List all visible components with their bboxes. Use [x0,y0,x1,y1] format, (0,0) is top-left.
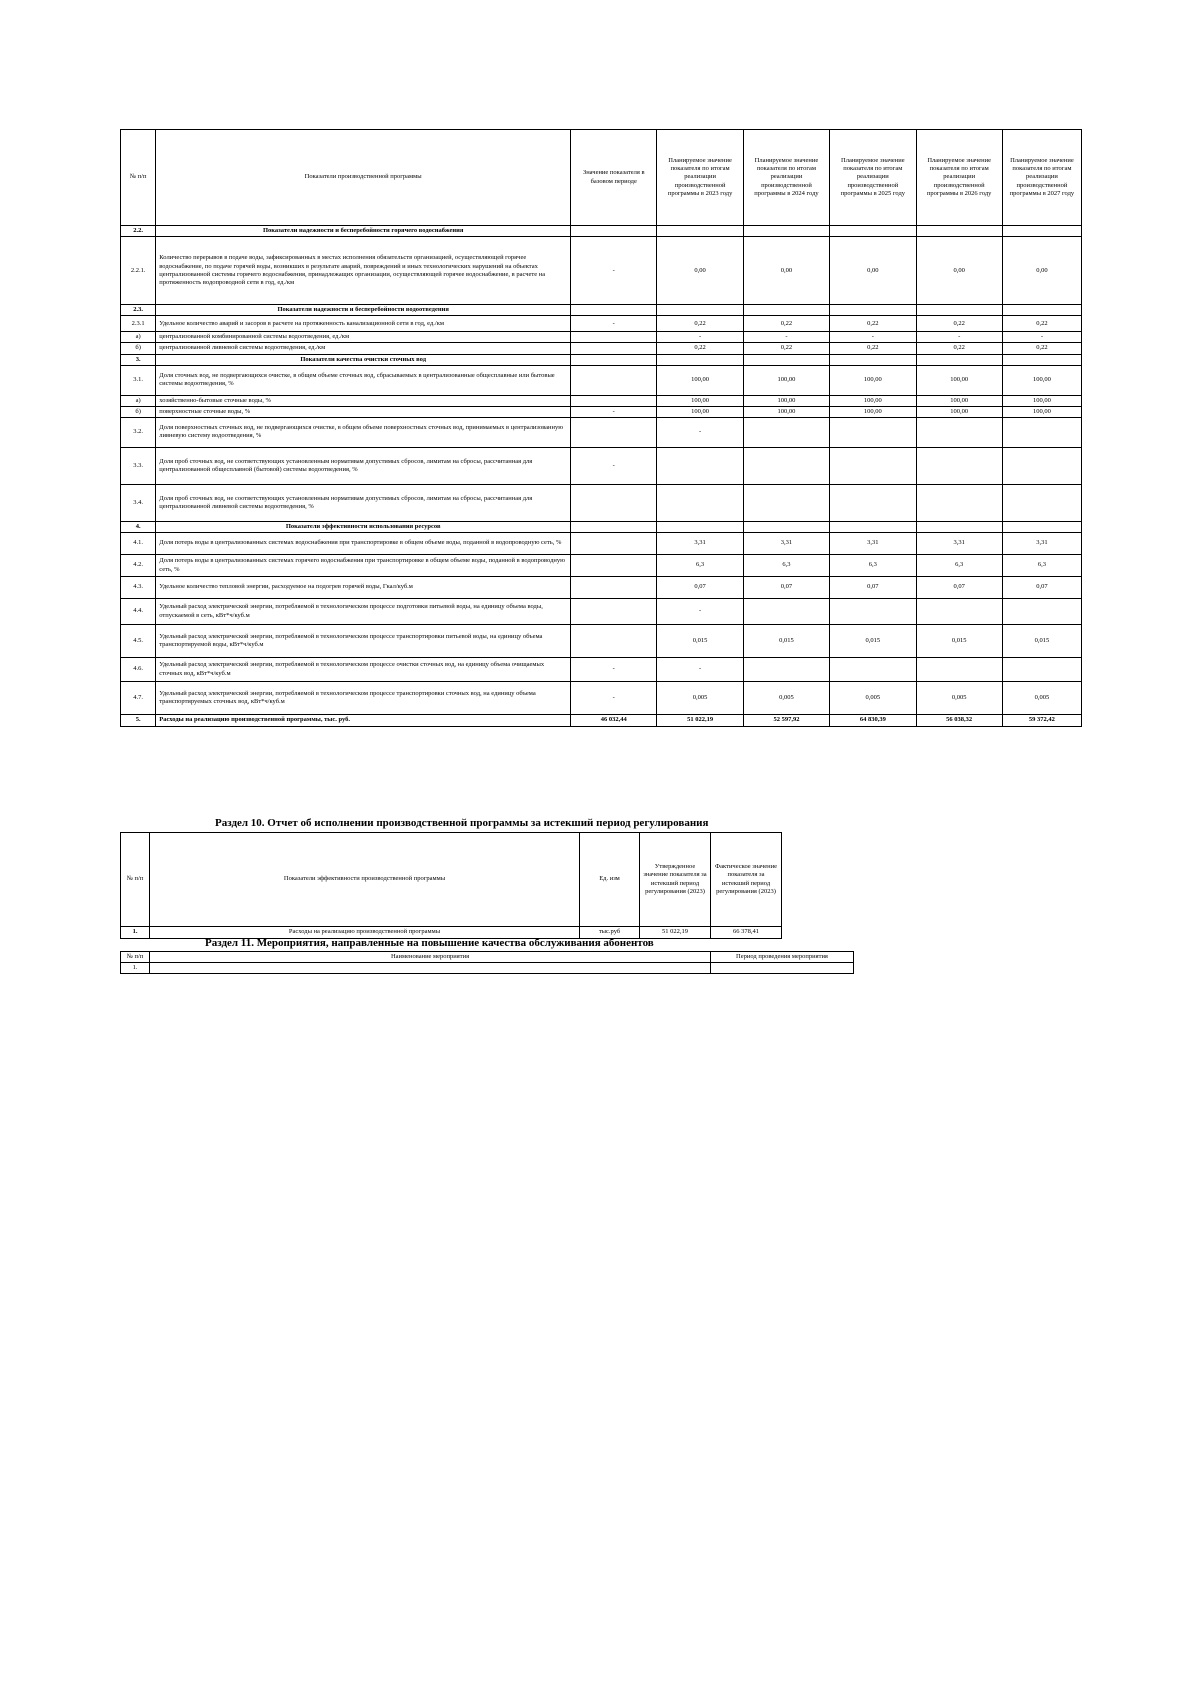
row-value [571,555,657,577]
row-value: 100,00 [1002,406,1081,417]
row-indicator-name: Удельное количество тепловой энергии, расходуемое на подогрев горячей воды, Гкал/куб.м [156,577,571,599]
section-10-title: Раздел 10. Отчет об исполнении производственной программы за истекший период регулирования [215,817,709,829]
row-value: 0,00 [743,237,829,305]
row-indicator-name: Доля поверхностных сточных вод, не подвергающихся очистке, в общем объеме поверхностных сточных вод, принимаемых в централизованную ливневую систему водоотведения, % [156,417,571,447]
row-number: 2.2. [121,226,156,237]
row-value: 100,00 [657,365,743,395]
row-value [743,417,829,447]
row-value [657,521,743,532]
row-value [657,354,743,365]
row-indicator-name: Удельный расход электрической энергии, потребляемой в технологическом процессе очистки сточных вод, на единицу объема очищаемых сточных вод, кВт*ч/куб.м [156,658,571,682]
row-value: 3,31 [657,533,743,555]
row-number: 4. [121,521,156,532]
row-value [830,226,916,237]
row-measure-name [150,963,711,974]
row-value [657,305,743,316]
row-number: 4.2. [121,555,156,577]
row-indicator-name: Удельный расход электрической энергии, потребляемой в технологическом процессе транспортировки питьевой воды, на единицу объема транспортируемой воды, кВт*ч/куб.м [156,625,571,658]
table-row [121,715,1082,727]
row-value [1002,521,1081,532]
row-value: - [571,658,657,682]
row-value [571,533,657,555]
row-value: - [571,447,657,484]
row-approved-value: 51 022,19 [640,927,711,939]
row-value: 0,005 [1002,682,1081,715]
row-number: 1. [121,927,150,939]
table-row [121,305,1082,316]
table-row [121,417,1082,447]
row-value: 59 372,42 [1002,715,1081,727]
row-number: 4.5. [121,625,156,658]
row-value: - [571,682,657,715]
row-value [657,226,743,237]
row-value: 0,22 [657,316,743,332]
row-value: - [743,332,829,343]
row-number: 1. [121,963,150,974]
row-indicator-name: Доля сточных вод, не подвергающихся очистке, в общем объеме сточных вод, сбрасываемых в централизованные общесплавные или бытовые системы водоотведения, % [156,365,571,395]
row-number: б) [121,343,156,354]
table-row [121,599,1082,625]
row-value [830,447,916,484]
row-value [571,365,657,395]
row-value [830,305,916,316]
row-value [1002,447,1081,484]
row-value: 100,00 [1002,365,1081,395]
column-header: Период проведения мероприятия [711,952,854,963]
row-value: 100,00 [743,365,829,395]
row-value: 0,22 [743,343,829,354]
row-number: 4.3. [121,577,156,599]
table-row [121,521,1082,532]
row-number: а) [121,332,156,343]
row-value [571,354,657,365]
row-indicator-name: Расходы на реализацию производственной программы, тыс. руб. [156,715,571,727]
row-value: 0,07 [916,577,1002,599]
row-value: 100,00 [657,406,743,417]
row-unit: тыс.руб [580,927,640,939]
row-value [571,484,657,521]
row-value [743,599,829,625]
column-header: Утвержденное значение показателя за истекший период регулирования (2023) [640,833,711,927]
row-value: 3,31 [743,533,829,555]
row-value [1002,354,1081,365]
table-row [121,343,1082,354]
table-row [121,658,1082,682]
row-actual-value: 66 378,41 [711,927,782,939]
table-row [121,555,1082,577]
row-period [711,963,854,974]
row-value: 0,005 [657,682,743,715]
row-value [830,658,916,682]
row-value [743,521,829,532]
row-value [571,395,657,406]
row-value [916,599,1002,625]
row-value: 0,015 [657,625,743,658]
row-value [830,354,916,365]
row-value [571,417,657,447]
empty-cell [782,833,854,927]
row-value [743,354,829,365]
row-number: б) [121,406,156,417]
row-value: 0,22 [1002,316,1081,332]
row-value: 52 597,92 [743,715,829,727]
row-value [743,658,829,682]
row-value [571,625,657,658]
empty-cell [782,927,854,939]
table-row [121,625,1082,658]
row-value: 100,00 [830,406,916,417]
row-value: 0,22 [657,343,743,354]
row-value: 64 830,39 [830,715,916,727]
column-header: № п/п [121,952,150,963]
table-row [121,484,1082,521]
column-header: Фактическое значение показателя за истекший период регулирования (2023) [711,833,782,927]
row-value [1002,658,1081,682]
row-value [916,354,1002,365]
row-value: 0,015 [743,625,829,658]
table-row [121,447,1082,484]
row-value: 100,00 [1002,395,1081,406]
row-indicator-name: хозяйственно-бытовые сточные воды, % [156,395,571,406]
column-header: Наименование мероприятия [150,952,711,963]
row-number: 3. [121,354,156,365]
column-header: Планируемое значение показателя по итогам реализации производственной программы в 2025 году [830,130,916,226]
program-execution-report-table [120,832,854,939]
row-value: 3,31 [916,533,1002,555]
row-number: а) [121,395,156,406]
row-number: 2.3.1 [121,316,156,332]
row-value [743,447,829,484]
section-heading: Показатели эффективности использования ресурсов [156,521,571,532]
row-indicator-name: Доля проб сточных вод, не соответствующих установленным нормативам допустимых сбросов, лимитам на сбросы, рассчитанная для централизованной общесплавной (бытовой) системы водоотведения, % [156,447,571,484]
row-value: 0,005 [743,682,829,715]
row-value: - [571,316,657,332]
row-value: 46 032,44 [571,715,657,727]
row-number: 4.4. [121,599,156,625]
row-value [916,447,1002,484]
section-heading: Показатели качества очистки сточных вод [156,354,571,365]
column-header: Планируемое значение показателя по итогам реализации производственной программы в 2027 году [1002,130,1081,226]
row-number: 2.2.1. [121,237,156,305]
row-value: 0,00 [830,237,916,305]
column-header: Значение показателя в базовом периоде [571,130,657,226]
row-indicator-name: Доля проб сточных вод, не соответствующих установленным нормативам допустимых сбросов, лимитам на сбросы, рассчитанная для централизованной ливневой системы водоотведения, % [156,484,571,521]
row-value [571,599,657,625]
table-header-row [121,833,854,927]
row-number: 3.3. [121,447,156,484]
row-value: - [830,332,916,343]
row-number: 2.3. [121,305,156,316]
production-program-indicators-table [120,129,1082,727]
column-header: Планируемое значение показателя по итогам реализации производственной программы в 2024 году [743,130,829,226]
row-value [916,521,1002,532]
row-value [571,332,657,343]
row-value: 3,31 [830,533,916,555]
column-header: Планируемое значение показателя по итогам реализации производственной программы в 2023 году [657,130,743,226]
row-value: 0,015 [830,625,916,658]
row-value: 100,00 [657,395,743,406]
row-value [830,521,916,532]
row-value [916,484,1002,521]
table-row [121,682,1082,715]
row-indicator-name: Расходы на реализацию производственной программы [150,927,580,939]
row-value [1002,226,1081,237]
row-value: - [657,599,743,625]
table-row [121,237,1082,305]
row-value [1002,484,1081,521]
row-value: 6,3 [830,555,916,577]
row-value: 0,00 [916,237,1002,305]
row-value: 6,3 [916,555,1002,577]
row-indicator-name: Доля потерь воды в централизованных системах горячего водоснабжения при транспортировке в общем объеме воды, поданной в водопроводную сеть, % [156,555,571,577]
row-value [657,447,743,484]
row-value: 100,00 [916,406,1002,417]
row-value: 0,22 [916,343,1002,354]
row-number: 4.1. [121,533,156,555]
row-value [571,343,657,354]
table-row [121,365,1082,395]
row-value: 3,31 [1002,533,1081,555]
row-value [1002,305,1081,316]
table-row [121,354,1082,365]
row-value: - [657,417,743,447]
row-value [657,484,743,521]
row-value: 100,00 [916,365,1002,395]
column-header: № п/п [121,833,150,927]
row-indicator-name: Доля потерь воды в централизованных системах водоснабжения при транспортировке в общем объеме воды, поданной в водопроводную сеть, % [156,533,571,555]
row-value: 0,22 [743,316,829,332]
row-value: 51 022,19 [657,715,743,727]
row-value: 56 038,32 [916,715,1002,727]
row-number: 3.1. [121,365,156,395]
column-header: № п/п [121,130,156,226]
row-value [830,484,916,521]
row-indicator-name: Количество перерывов в подаче воды, зафиксированных в местах исполнения обязательств организацией, осуществляющей горячее водоснабжение, по подаче горячей воды, возникших в результате аварий, повреждений и иных технологических нарушений на объектах централизованной системы горячего водоснабжения, принадлежащих организации, осуществляющей горячее водоснабжение, в расчете на протяженность водопроводной сети в год, ед./км [156,237,571,305]
section-11-title: Раздел 11. Мероприятия, направленные на повышение качества обслуживания абонентов [205,937,654,949]
row-value [571,226,657,237]
table-row [121,406,1082,417]
table-row [121,533,1082,555]
column-header: Ед. изм [580,833,640,927]
table-row [121,963,854,974]
row-value: 0,22 [830,343,916,354]
table-row [121,332,1082,343]
row-value [830,417,916,447]
row-value: 0,015 [916,625,1002,658]
row-indicator-name: централизованной ливневой системы водоотведения, ед./км [156,343,571,354]
row-value: - [657,332,743,343]
row-value: - [571,237,657,305]
row-value: 6,3 [657,555,743,577]
row-value: - [1002,332,1081,343]
row-value: 0,00 [1002,237,1081,305]
table-row [121,395,1082,406]
row-value [916,417,1002,447]
section-heading: Показатели надежности и бесперебойности водоотведения [156,305,571,316]
row-value [916,658,1002,682]
row-indicator-name: Удельный расход электрической энергии, потребляемой в технологическом процессе транспортировки сточных вод, на единицу объема транспортируемых сточных вод, кВт*ч/куб.м [156,682,571,715]
row-value: 0,22 [916,316,1002,332]
row-value [743,305,829,316]
column-header: Показатели эффективности производственной программы [150,833,580,927]
row-value: 100,00 [743,406,829,417]
column-header: Показатели производственной программы [156,130,571,226]
row-value [743,484,829,521]
row-value: 100,00 [830,365,916,395]
section-heading: Показатели надежности и бесперебойности горячего водоснабжения [156,226,571,237]
row-value: 100,00 [916,395,1002,406]
row-value: - [571,406,657,417]
row-value [571,521,657,532]
row-number: 3.2. [121,417,156,447]
row-value: 0,005 [830,682,916,715]
row-value: 100,00 [830,395,916,406]
row-number: 3.4. [121,484,156,521]
table-header-row [121,130,1082,226]
row-value: 0,22 [1002,343,1081,354]
row-value [1002,417,1081,447]
row-value: 0,015 [1002,625,1081,658]
table-row [121,316,1082,332]
service-quality-measures-table [120,951,854,974]
row-value [571,305,657,316]
row-value [571,577,657,599]
row-value: - [916,332,1002,343]
row-value: 0,07 [1002,577,1081,599]
row-value: 100,00 [743,395,829,406]
row-value: 0,07 [830,577,916,599]
row-value [916,305,1002,316]
row-indicator-name: Удельное количество аварий и засоров в расчете на протяженность канализационной сети в год, ед./км [156,316,571,332]
row-value: 0,005 [916,682,1002,715]
row-number: 4.7. [121,682,156,715]
row-indicator-name: централизованной комбинированной системы водоотведения, ед./км [156,332,571,343]
column-header: Планируемое значение показателя по итогам реализации производственной программы в 2026 году [916,130,1002,226]
table-row [121,577,1082,599]
table-row [121,226,1082,237]
table-header-row [121,952,854,963]
row-value: 6,3 [1002,555,1081,577]
row-value [916,226,1002,237]
row-indicator-name: поверхностные сточные воды, % [156,406,571,417]
row-value: 0,00 [657,237,743,305]
row-indicator-name: Удельный расход электрической энергии, потребляемой в технологическом процессе подготовки питьевой воды, на единицу объема воды, отпускаемой в сеть, кВт*ч/куб.м [156,599,571,625]
row-number: 5. [121,715,156,727]
row-value: 0,07 [657,577,743,599]
row-value [830,599,916,625]
row-value [1002,599,1081,625]
row-value: 0,07 [743,577,829,599]
row-value: - [657,658,743,682]
row-number: 4.6. [121,658,156,682]
row-value [743,226,829,237]
row-value: 6,3 [743,555,829,577]
row-value: 0,22 [830,316,916,332]
